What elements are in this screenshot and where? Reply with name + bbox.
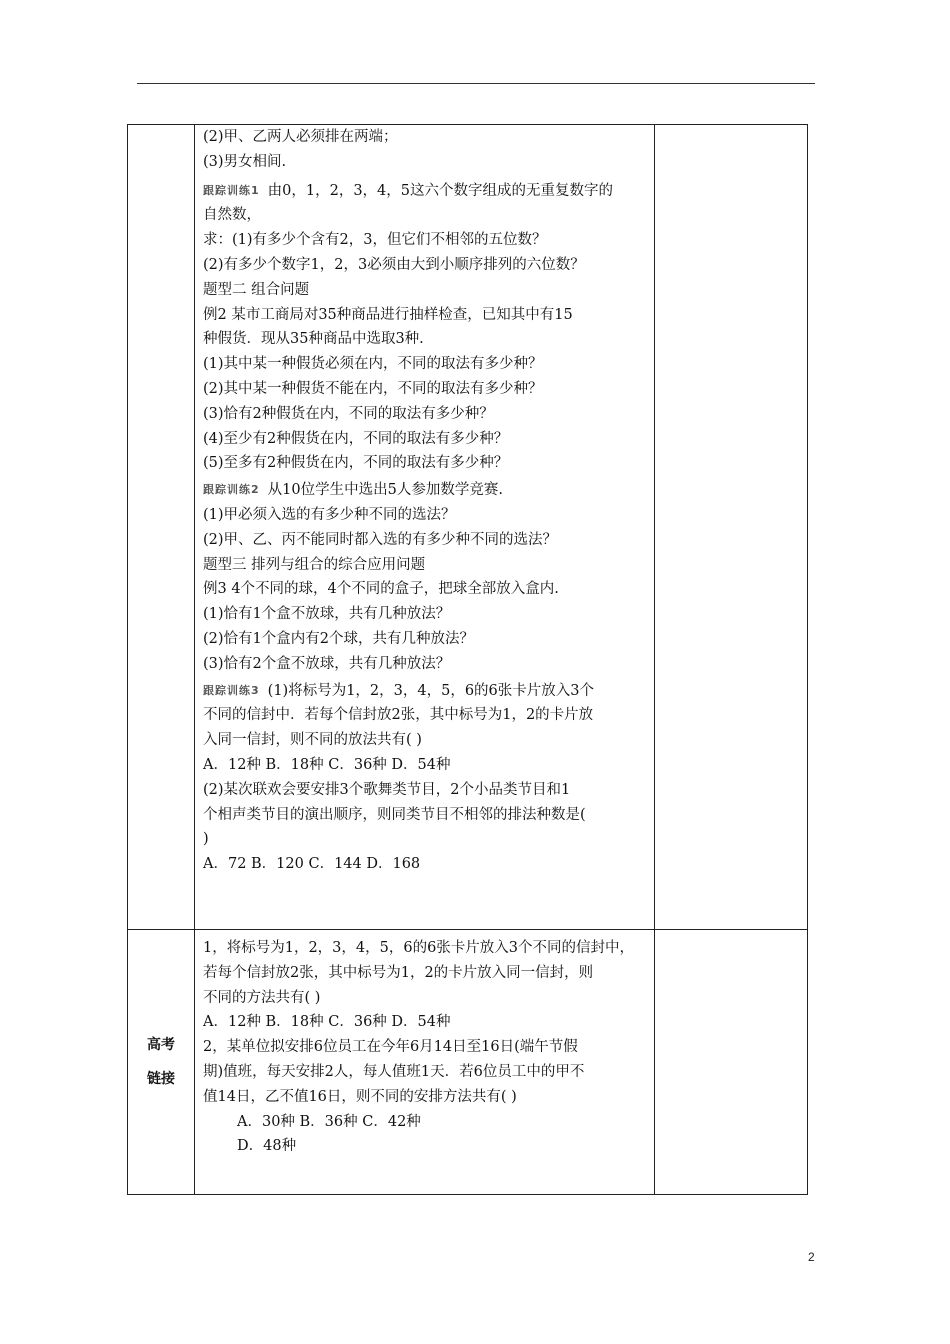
text-line: (2)甲、乙两人必须排在两端； (203, 129, 398, 145)
answer-options: A．12种 B．18种 C．36种 D．54种 (203, 756, 451, 773)
text-line: 值14日，乙不值16日，则不同的安排方法共有( ) (203, 1088, 517, 1105)
gaokao-label: 高考 (147, 1037, 175, 1053)
text-line: 期)值班，每天安排2人，每人值班1天．若6位员工中的甲不 (203, 1063, 585, 1080)
text-line: (3)男女相间. (203, 153, 287, 170)
right-notes-cell (655, 125, 808, 930)
text-line: (1)恰有1个盒不放球，共有几种放法？ (203, 606, 451, 623)
gaokao-label-cell (128, 930, 195, 1195)
text-line: (2)其中某一种假货不能在内，不同的取法有多少种？ (203, 380, 543, 397)
text-line: 从10位学生中选出5人参加数学竞赛. (267, 482, 503, 499)
answer-options: A．12种 B．18种 C．36种 D．54种 (203, 1014, 451, 1031)
training-1-line (203, 179, 648, 204)
gaokao-row (128, 930, 808, 1195)
text-line: 2，某单位拟安排6位员工在今年6月14日至16日(端午节假 (203, 1039, 578, 1056)
gaokao-content-cell (195, 930, 655, 1195)
section-heading: 题型三 排列与组合的综合应用问题 (203, 556, 426, 573)
text-line: 例3 4个不同的球，4个不同的盒子，把球全部放入盒内. (203, 581, 559, 598)
text-line: (4)至少有2种假货在内，不同的取法有多少种？ (203, 430, 509, 447)
lesson-table (127, 124, 808, 1195)
training-tag-2: 跟踪训练2 (203, 483, 260, 497)
text-line: (2)甲、乙、丙不能同时都入选的有多少种不同的选法？ (203, 531, 558, 548)
text-line: (5)至多有2种假货在内，不同的取法有多少种？ (203, 455, 509, 472)
text-line: 个相声类节目的演出顺序，则同类节目不相邻的排法种数是( (203, 806, 586, 823)
training-3-line (203, 679, 648, 704)
gaokao-label: 链接 (147, 1071, 175, 1087)
text-line: (2)恰有1个盒内有2个球，共有几种放法？ (203, 630, 474, 647)
training-2-line (203, 478, 648, 503)
answer-options: A．30种 B．36种 C．42种 (237, 1113, 421, 1130)
text-line: ) (203, 831, 209, 848)
section-heading: 题型二 组合问题 (203, 281, 310, 298)
text-line: 求：(1)有多少个含有2，3，但它们不相邻的五位数？ (203, 232, 547, 249)
text-line: (2)有多少个数字1，2，3必须由大到小顺序排列的六位数？ (203, 256, 585, 273)
text-line: (1)将标号为1，2，3，4，5，6的6张卡片放入3个 (267, 682, 594, 699)
text-line: (3)恰有2个盒不放球，共有几种放法？ (203, 655, 451, 672)
text-line: (1)甲必须入选的有多少种不同的选法？ (203, 506, 456, 523)
text-line: (2)某次联欢会要安排3个歌舞类节目，2个小品类节目和1 (203, 781, 571, 798)
text-line: 入同一信封，则不同的放法共有( ) (203, 732, 422, 749)
training-tag-1: 跟踪训练1 (203, 183, 260, 197)
answer-options: D．48种 (237, 1138, 297, 1155)
text-line: 不同的方法共有( ) (203, 989, 321, 1006)
header-rule (137, 83, 815, 84)
text-line: 例2 某市工商局对35种商品进行抽样检查，已知其中有15 (203, 306, 573, 323)
text-line: 种假货．现从35种商品中选取3种. (203, 331, 424, 348)
right-notes-cell (655, 930, 808, 1195)
answer-options: A．72 B．120 C．144 D．168 (203, 856, 421, 873)
training-tag-3: 跟踪训练3 (203, 683, 260, 697)
text-line: 不同的信封中．若每个信封放2张，其中标号为1，2的卡片放 (203, 707, 594, 724)
text-line: 自然数， (203, 207, 261, 224)
text-line: 若每个信封放2张，其中标号为1，2的卡片放入同一信封，则 (203, 964, 594, 981)
text-line: (3)恰有2种假货在内，不同的取法有多少种？ (203, 405, 494, 422)
text-line: 1，将标号为1，2，3，4，5，6的6张卡片放入3个不同的信封中， (203, 940, 635, 956)
text-line: (1)其中某一种假货必须在内，不同的取法有多少种？ (203, 356, 543, 373)
practice-content-cell (195, 125, 655, 930)
text-line: 由0，1，2，3，4，5这六个数字组成的无重复数字的 (267, 182, 614, 199)
practice-row (128, 125, 808, 930)
page-number: 2 (808, 1250, 815, 1264)
left-label-cell-empty (128, 125, 195, 930)
